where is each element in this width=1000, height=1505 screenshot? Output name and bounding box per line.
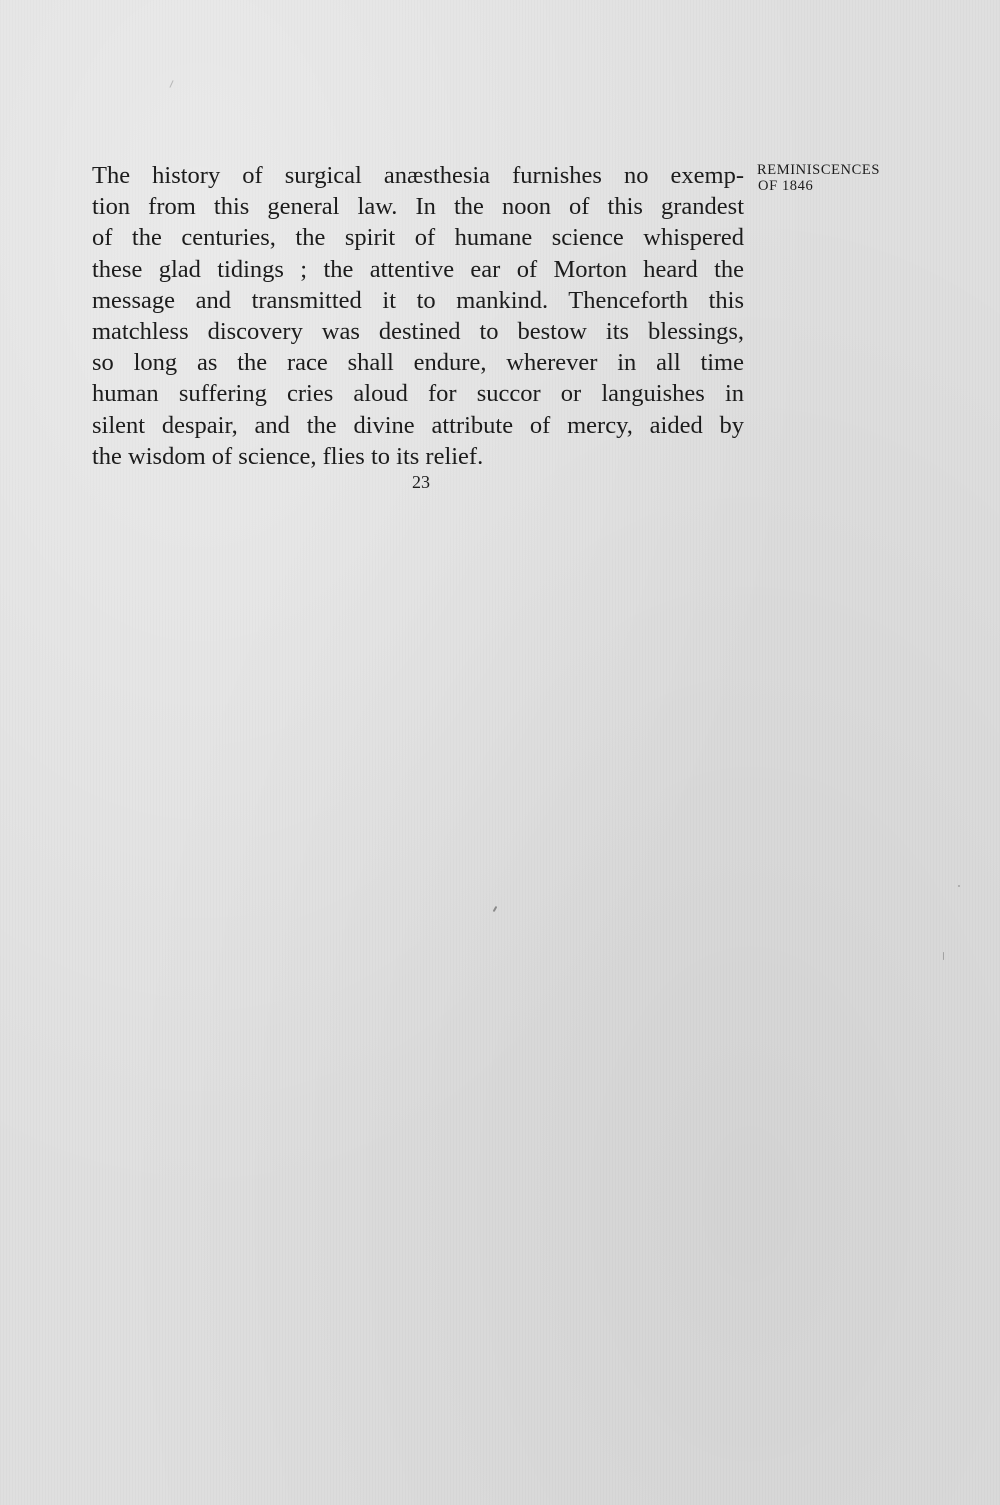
text-line: these glad tidings ; the attentive ear of Morton heard the: [92, 255, 744, 283]
text-line: the wisdom of science, flies to its relief.: [92, 442, 484, 470]
paper-speck: [943, 952, 944, 960]
paper-speck: [493, 906, 498, 912]
running-head: [757, 162, 957, 194]
running-head-line-2: OF 1846: [758, 178, 814, 194]
text-line: human suffering cries aloud for succor or languishes in: [92, 380, 744, 408]
text-line: so long as the race shall endure, wherever in all time: [92, 349, 744, 377]
text-line: matchless discovery was destined to bestow its blessings,: [92, 318, 744, 346]
text-line: silent despair, and the divine attribute of mercy, aided by: [92, 411, 744, 439]
text-line: message and transmitted it to mankind. Thenceforth this: [92, 286, 744, 314]
text-line: of the centuries, the spirit of humane science whispered: [92, 224, 744, 252]
paper-speck: [958, 885, 960, 887]
text-line: The history of surgical anæsthesia furnishes no exemp-: [92, 162, 744, 189]
running-head-line-1: REMINISCENCES: [757, 162, 881, 178]
page-number: 23: [412, 472, 430, 492]
text-line: tion from this general law. In the noon of this grandest: [92, 193, 744, 221]
paper-speck: [169, 80, 173, 88]
body-paragraph: [92, 160, 744, 472]
